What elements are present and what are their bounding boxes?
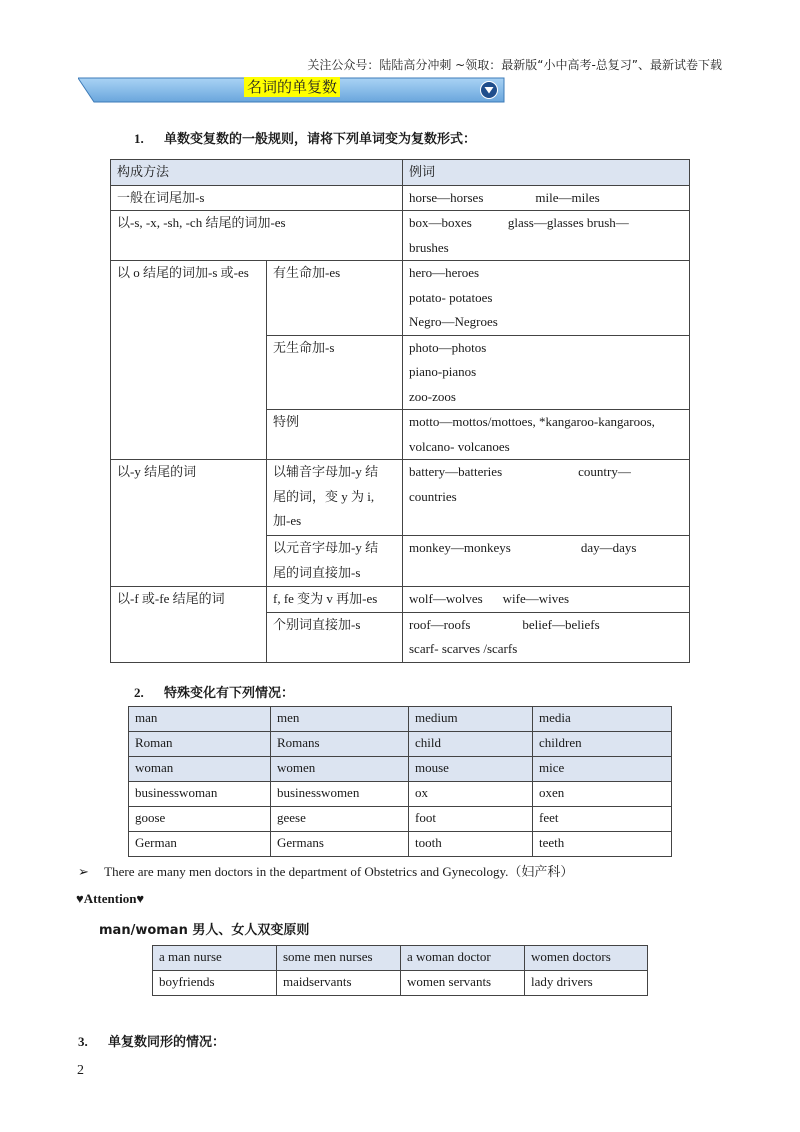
banner-title: 名词的单复数 (244, 77, 340, 97)
rule-title: man/woman 男人、女人双变原则 (99, 923, 310, 938)
table-row: a man nurse some men nurses a woman doctor women doctors (153, 946, 648, 971)
table-row: 无生命加-s photo—photos piano-pianos zoo-zoos (111, 335, 690, 410)
page-number: 2 (77, 1063, 84, 1078)
table-row: 以-s, -x, -sh, -ch 结尾的词加-es box—boxes glass—glasses brush— brushes (111, 211, 690, 261)
table-row: 特例 motto—mottos/mottoes, *kangaroo-kangaroos, volcano- volcanoes (111, 410, 690, 460)
table-row: boyfriends maidservants women servants lady drivers (153, 971, 648, 996)
table-row: 一般在词尾加-s horse—horses mile—miles (111, 185, 690, 211)
section-1-heading: 1. 单数变复数的一般规则，请将下列单词变为复数形式： (134, 131, 477, 147)
table-row: woman women mouse mice (129, 757, 672, 782)
attention-label: ♥Attention♥ (76, 891, 145, 906)
table-header: 例词 (403, 160, 690, 186)
table-row: 以-f 或-fe 结尾的词 f, fe 变为 v 再加-es wolf—wolves wife—wives (111, 587, 690, 613)
page-header: 关注公众号：陆陆高分冲刺 ~领取：最新版“小中高考-总复习”、最新试卷下载 (307, 58, 722, 72)
arrow-bullet-icon: ➢ (78, 864, 89, 879)
irregular-plurals-table (128, 706, 672, 857)
table-row: 以-y 结尾的词 以辅音字母加-y 结 尾的词，变 y 为 i, 加-es battery—batteries country— countries (111, 460, 690, 536)
plural-rules-table (110, 159, 690, 663)
table-row: 以元音字母加-y 结 尾的词直接加-s monkey—monkeys day—days (111, 536, 690, 587)
compound-plurals-table (152, 945, 648, 996)
table-row: Roman Romans child children (129, 732, 672, 757)
example-sentence: ➢ There are many men doctors in the department of Obstetrics and Gynecology.（妇产科） (78, 864, 574, 879)
table-row: 个别词直接加-s roof—roofs belief—beliefs scarf- scarves /scarfs (111, 612, 690, 662)
table-row: man men medium media (129, 707, 672, 732)
table-row: 以 o 结尾的词加-s 或-es 有生命加-es hero—heroes potato- potatoes Negro—Negroes (111, 261, 690, 336)
table-header: 构成方法 (111, 160, 403, 186)
section-3-heading: 3. 单复数同形的情况： (78, 1034, 226, 1050)
table-row: businesswoman businesswomen ox oxen (129, 782, 672, 807)
table-row: goose geese foot feet (129, 807, 672, 832)
chevron-down-icon[interactable] (480, 81, 498, 99)
table-row: German Germans tooth teeth (129, 832, 672, 857)
section-2-heading: 2. 特殊变化有下列情况： (134, 685, 295, 701)
